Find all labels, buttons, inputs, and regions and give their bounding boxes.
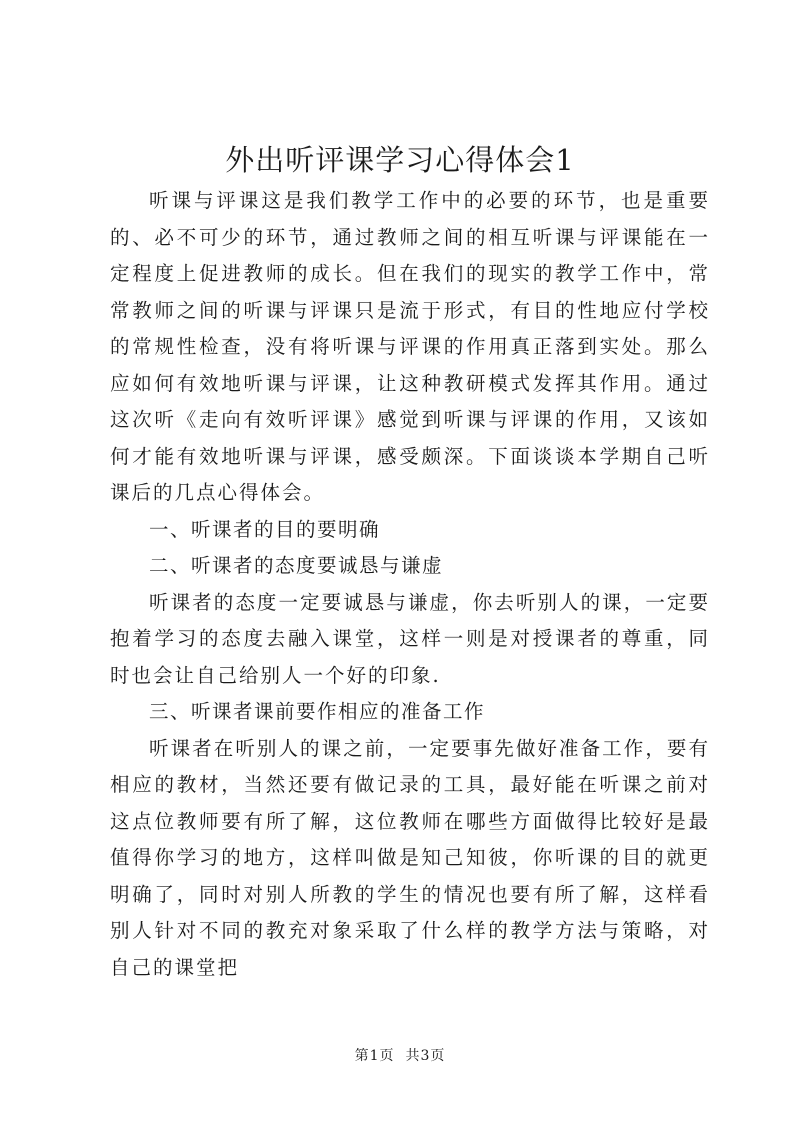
document-body [110, 183, 710, 986]
paragraph-preparation: 听课者在听别人的课之前，一定要事先做好准备工作，要有相应的教材，当然还要有做记录的工具，最好能在听课之前对这点位教师要有所了解，这位教师在哪些方面做得比较好是最值得你学习的地方，这样叫做是知己知彼，你听课的目的就更明确了，同时对别人所教的学生的情况也要有所了解，这样看别人针对不同的教充对象采取了什么样的教学方法与策略，对自己的课堂把 [110, 736, 710, 979]
section-heading-3: 三、听课者课前要作相应的准备工作 [149, 700, 486, 723]
page-footer: 第1页 共3页 [354, 1048, 446, 1064]
document-title: 外出听评课学习心得体会1 [225, 143, 575, 177]
section-heading-2: 二、听课者的态度要诚恳与谦虚 [149, 554, 444, 577]
paragraph-intro: 听课与评课这是我们教学工作中的必要的环节，也是重要的、必不可少的环节，通过教师之间的相互听课与评课能在一定程度上促进教师的成长。但在我们的现实的教学工作中，常常教师之间的听课与评课只是流于形式，有目的性地应付学校的常规性检查，没有将听课与评课的作用真正落到实处。那么应如何有效地听课与评课，让这种教研模式发挥其作用。通过这次听《走向有效听评课》感觉到听课与评课的作用，又该如何才能有效地听课与评课，感受颇深。下面谈谈本学期自己听课后的几点心得体会。 [110, 189, 710, 504]
section-heading-1: 一、听课者的目的要明确 [149, 517, 381, 541]
paragraph-attitude: 听课者的态度一定要诚恳与谦虚，你去听别人的课，一定要抱着学习的态度去融入课堂，这样一则是对授课者的尊重，同时也会让自己给别人一个好的印象. [110, 590, 710, 687]
